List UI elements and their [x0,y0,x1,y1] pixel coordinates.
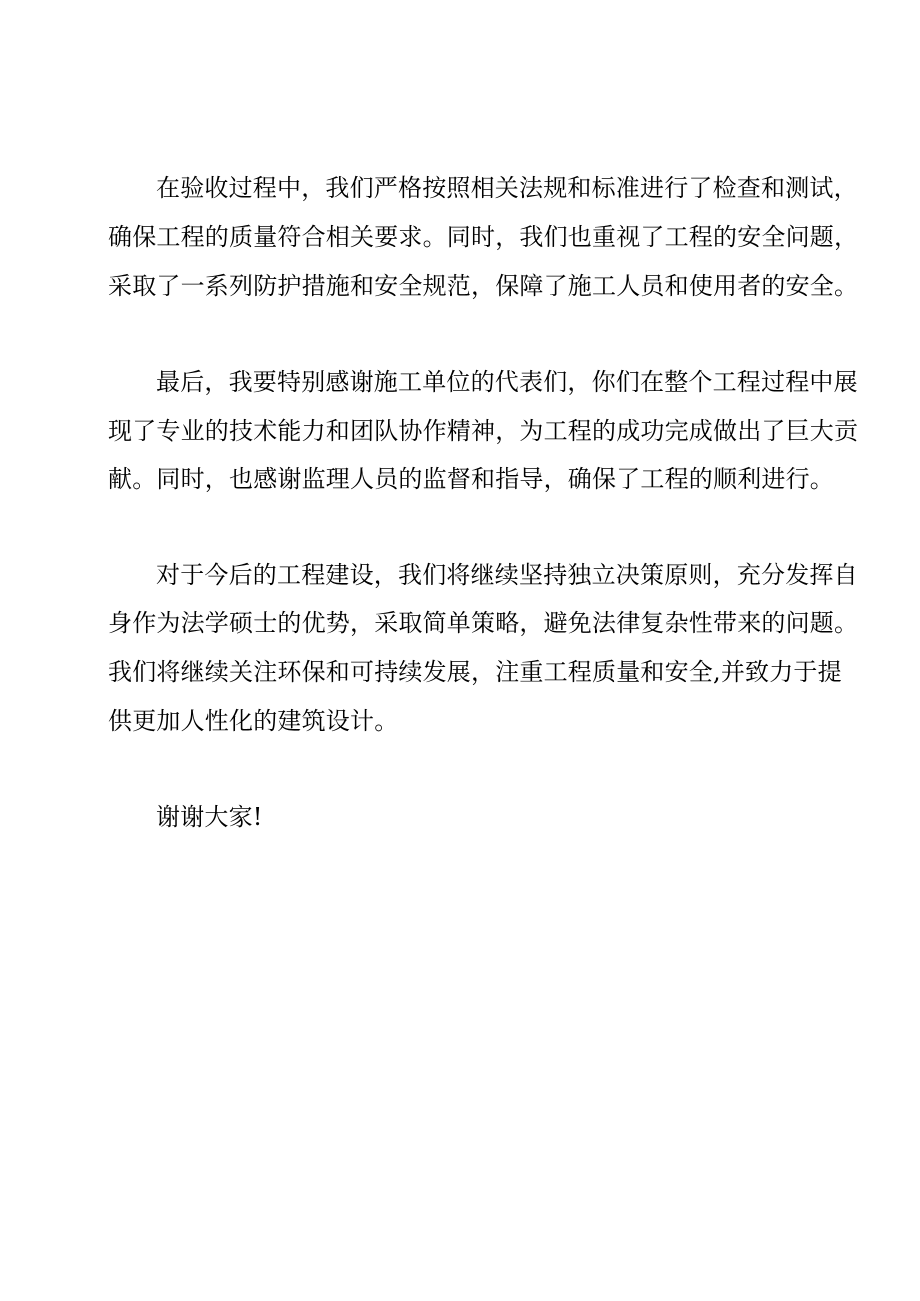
paragraph-1-line-1: 在验收过程中，我们严格按照相关法规和标准进行了检查和测试， [156,174,858,202]
paragraph-2-line-1: 最后，我要特别感谢施工单位的代表们，你们在整个工程过程中展 [156,368,858,396]
paragraph-1-line-2: 确保工程的质量符合相关要求。同时，我们也重视了工程的安全问题， [108,223,859,251]
paragraph-3-line-3: 我们将继续关注环保和可持续发展，注重工程质量和安全,并致力于提 [108,658,842,686]
paragraph-3-line-4: 供更加人性化的建筑设计。 [108,707,399,735]
paragraph-3-line-1: 对于今后的工程建设，我们将继续坚持独立决策原则，充分发挥自 [156,561,858,589]
paragraph-2-line-3: 献。同时，也感谢监理人员的监督和指导，确保了工程的顺利进行。 [108,465,834,493]
paragraph-1-line-3: 采取了一系列防护措施和安全规范，保障了施工人员和使用者的安全。 [108,272,859,300]
paragraph-2-line-2: 现了专业的技术能力和团队协作精神，为工程的成功完成做出了巨大贡 [108,417,859,445]
closing-line: 谢谢大家! [156,803,263,831]
paragraph-3-line-2: 身作为法学硕士的优势，采取简单策略，避免法律复杂性带来的问题。 [108,609,859,637]
